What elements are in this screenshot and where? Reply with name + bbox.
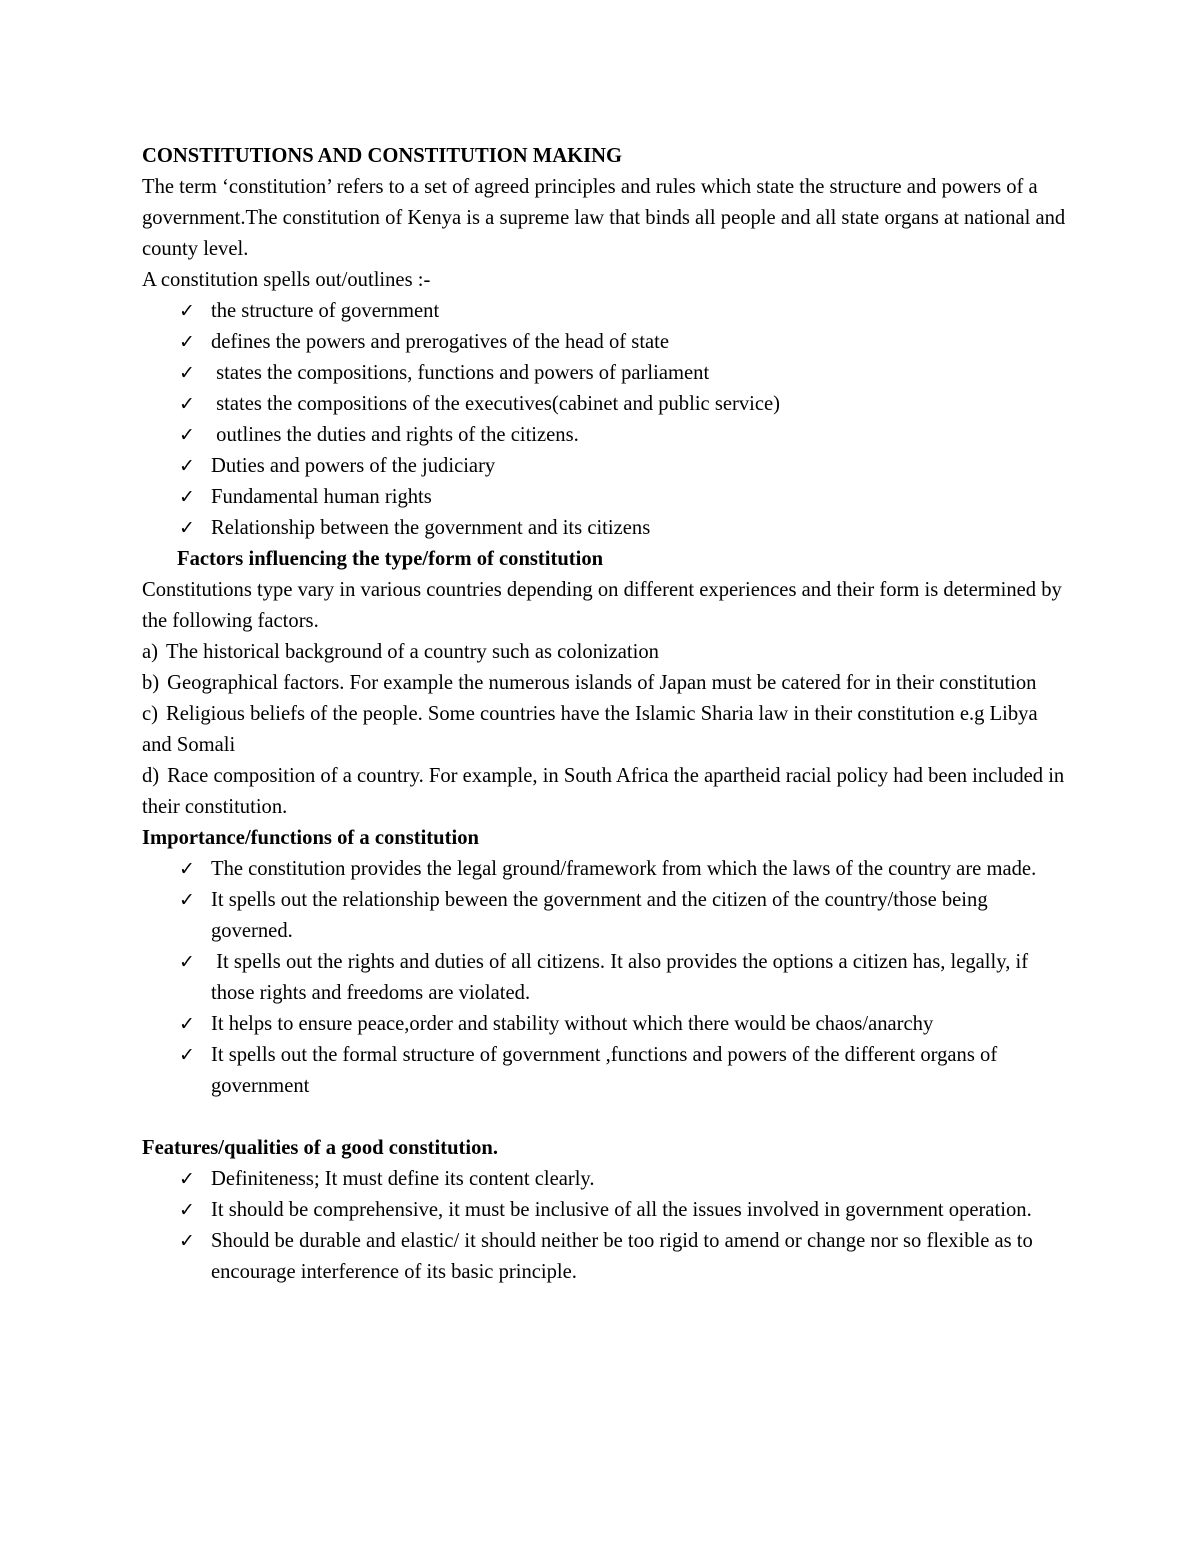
factors-heading: Factors influencing the type/form of constitution — [177, 548, 604, 570]
checkmark-icon — [179, 358, 195, 389]
list-item: ✓ states the compositions, functions and powers of parliament — [211, 358, 1072, 389]
list-item: ✓ states the compositions of the executives(cabinet and public service) — [211, 389, 1072, 420]
factor-letter: a) — [142, 641, 158, 663]
importance-heading: Importance/functions of a constitution — [142, 827, 479, 849]
intro-paragraph: The term ‘constitution’ refers to a set of agreed principles and rules which state the structure and powers of a government.The constitution of Kenya is a supreme law that binds all people and all state organs at national and county level. — [142, 176, 1066, 260]
list-item: ✓ The constitution provides the legal ground/framework from which the laws of the country are made. — [211, 854, 1072, 885]
list-item: ✓ outlines the duties and rights of the citizens. — [211, 420, 1072, 451]
document-page — [142, 141, 1072, 1288]
list-item: ✓ Should be durable and elastic/ it should neither be too rigid to amend or change nor so flexible as to encourage interference of its basic principle. — [211, 1226, 1072, 1288]
checkmark-icon — [179, 854, 195, 885]
features-list — [142, 1164, 1072, 1288]
list-item: d) Race composition of a country. For example, in South Africa the apartheid racial policy had been included in their constitution. — [142, 765, 1065, 818]
list-item: ✓ Fundamental human rights — [211, 482, 1072, 513]
checkmark-icon — [179, 947, 195, 978]
factor-letter: d) — [142, 765, 160, 787]
checkmark-icon — [179, 1164, 195, 1195]
outline-list — [142, 296, 1072, 544]
factor-letter: b) — [142, 672, 160, 694]
list-item: ✓ Duties and powers of the judiciary — [211, 451, 1072, 482]
list-item: ✓ It helps to ensure peace,order and stability without which there would be chaos/anarchy — [211, 1009, 1072, 1040]
list-item: ✓ It spells out the formal structure of government ,functions and powers of the different organs of government — [211, 1040, 1072, 1102]
list-item: ✓ It spells out the relationship beween the government and the citizen of the country/those being governed. — [211, 885, 1072, 947]
list-item: ✓ It spells out the rights and duties of all citizens. It also provides the options a citizen has, legally, if those rights and freedoms are violated. — [211, 947, 1072, 1009]
outline-intro: A constitution spells out/outlines :- — [142, 269, 431, 291]
checkmark-icon — [179, 1195, 195, 1226]
factors-intro: Constitutions type vary in various countries depending on different experiences and their form is determined by the following factors. — [142, 579, 1062, 632]
list-item: c) Religious beliefs of the people. Some countries have the Islamic Sharia law in their constitution e.g Libya and Somali — [142, 703, 1038, 756]
list-item: b) Geographical factors. For example the numerous islands of Japan must be catered for in their constitution — [142, 672, 1037, 694]
list-item: ✓ defines the powers and prerogatives of the head of state — [211, 327, 1072, 358]
paragraph-spacer — [142, 1102, 1072, 1133]
checkmark-icon — [179, 1040, 195, 1071]
checkmark-icon — [179, 296, 195, 327]
list-item: ✓ Relationship between the government and its citizens — [211, 513, 1072, 544]
checkmark-icon — [179, 1226, 195, 1257]
factor-letter: c) — [142, 703, 158, 725]
factors-list — [142, 637, 1072, 823]
checkmark-icon — [179, 389, 195, 420]
checkmark-icon — [179, 482, 195, 513]
list-item: a) The historical background of a country such as colonization — [142, 641, 659, 663]
checkmark-icon — [179, 885, 195, 916]
list-item: ✓ It should be comprehensive, it must be inclusive of all the issues involved in government operation. — [211, 1195, 1072, 1226]
checkmark-icon — [179, 1009, 195, 1040]
checkmark-icon — [179, 451, 195, 482]
features-heading: Features/qualities of a good constitution. — [142, 1137, 499, 1159]
checkmark-icon — [179, 513, 195, 544]
document-title: CONSTITUTIONS AND CONSTITUTION MAKING — [142, 145, 623, 167]
importance-list — [142, 854, 1072, 1102]
checkmark-icon — [179, 420, 195, 451]
list-item: ✓ Definiteness; It must define its content clearly. — [211, 1164, 1072, 1195]
checkmark-icon — [179, 327, 195, 358]
list-item: ✓ the structure of government — [211, 296, 1072, 327]
